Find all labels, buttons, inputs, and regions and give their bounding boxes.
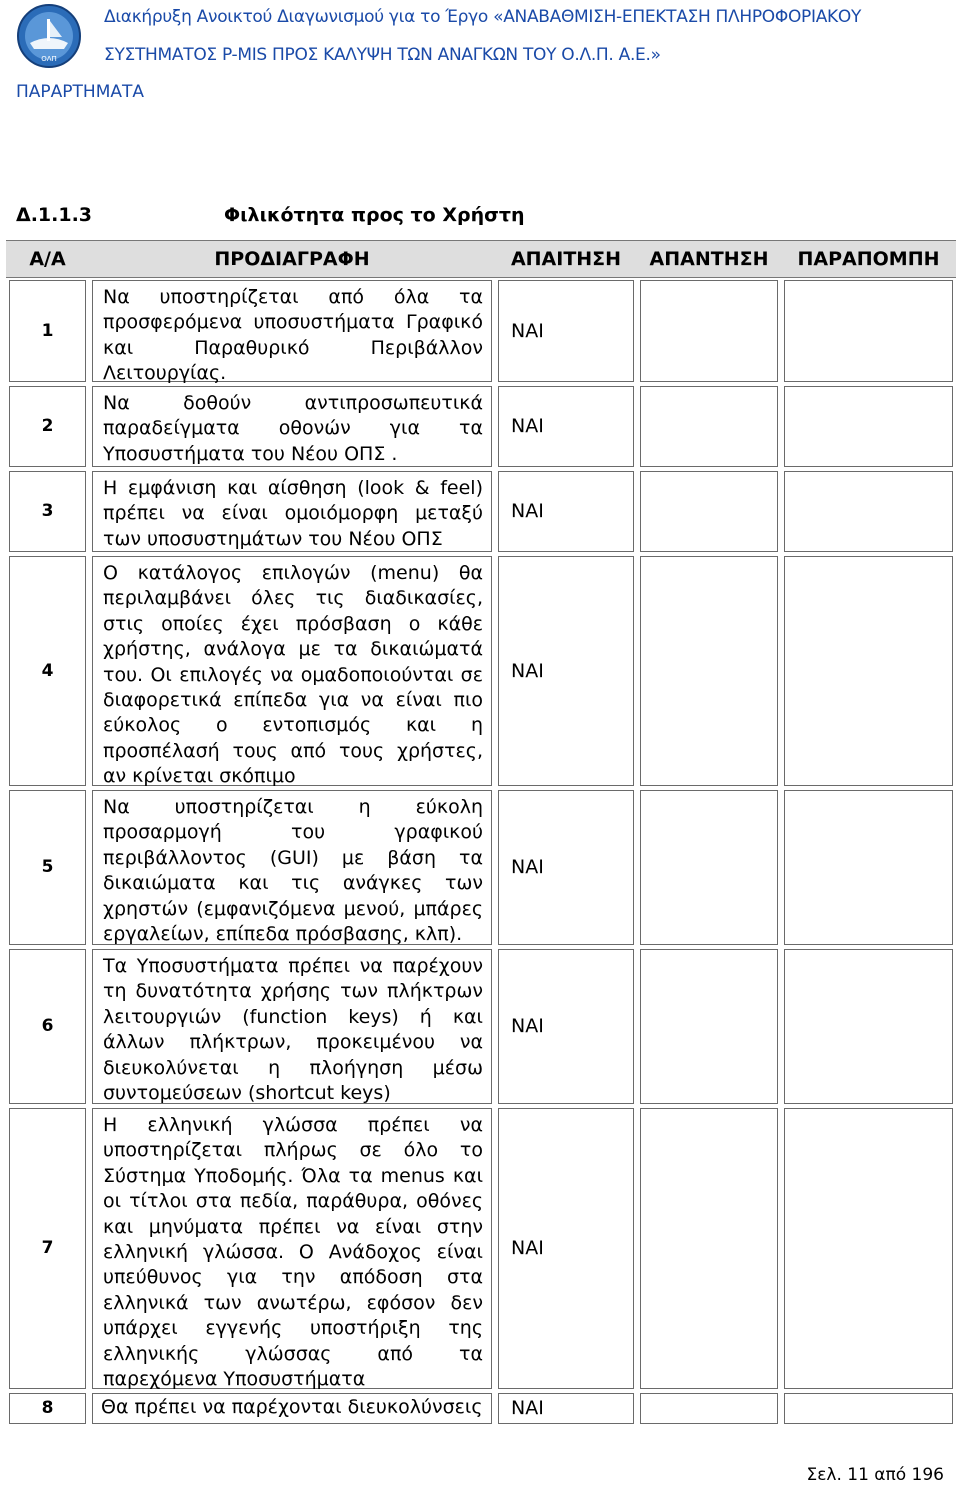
header-title-line2: ΣΥΣΤΗΜΑΤΟΣ P-MIS ΠΡΟΣ ΚΑΛΥΨΗ ΤΩΝ ΑΝΑΓΚΩΝ ΤΟΥ Ο.Λ.Π. Α.Ε.» xyxy=(104,45,661,65)
answer-cell[interactable] xyxy=(640,1393,778,1424)
olp-logo xyxy=(16,3,82,69)
row-number: 7 xyxy=(9,1108,86,1389)
requirement-value: ΝΑΙ xyxy=(498,1393,634,1424)
answer-cell[interactable] xyxy=(640,949,778,1104)
table-row xyxy=(6,384,956,469)
reference-cell[interactable] xyxy=(784,1393,953,1424)
reference-cell[interactable] xyxy=(784,790,953,945)
column-header-requirement: ΑΠΑΙΤΗΣΗ xyxy=(495,240,637,278)
requirement-value: ΝΑΙ xyxy=(498,790,634,945)
requirement-value: ΝΑΙ xyxy=(498,949,634,1104)
row-number: 6 xyxy=(9,949,86,1104)
requirement-value: ΝΑΙ xyxy=(498,556,634,786)
section-number: Δ.1.1.3 xyxy=(16,204,93,226)
requirement-value: ΝΑΙ xyxy=(498,280,634,382)
table-row xyxy=(6,554,956,788)
column-header-answer: ΑΠΑΝΤΗΣΗ xyxy=(637,240,781,278)
row-number: 4 xyxy=(9,556,86,786)
column-header-reference: ΠΑΡΑΠΟΜΠΗ xyxy=(781,240,956,278)
spec-table xyxy=(6,240,956,1426)
requirement-value: ΝΑΙ xyxy=(498,471,634,552)
reference-cell[interactable] xyxy=(784,471,953,552)
row-number: 5 xyxy=(9,790,86,945)
spec-text: Θα πρέπει να παρέχονται διευκολύνσεις xyxy=(92,1393,492,1424)
table-row xyxy=(6,1106,956,1391)
spec-text: Η ελληνική γλώσσα πρέπει να υποστηρίζεται πλήρως σε όλο το Σύστημα Υποδομής. Όλα τα menus και οι τίτλοι στα πεδία, παράθυρα, οθόνες και μηνύματα πρέπει να είναι στην ελληνική γλώσσα. Ο Ανάδοχος είναι υπεύθυνος για την απόδοση στα ελληνικά των ανωτέρω, εφόσον δεν υπάρχει εγγενής υποστήριξη της ελληνικής γλώσσας από τα παρεχόμενα Υποσυστήματα xyxy=(92,1108,492,1389)
answer-cell[interactable] xyxy=(640,790,778,945)
row-number: 8 xyxy=(9,1393,86,1424)
column-header-spec: ΠΡΟΔΙΑΓΡΑΦΗ xyxy=(89,240,495,278)
page-number: Σελ. 11 από 196 xyxy=(806,1465,944,1485)
requirement-value: ΝΑΙ xyxy=(498,1108,634,1389)
header-title-line1: Διακήρυξη Ανοικτού Διαγωνισμού για το Έργο «ΑΝΑΒΑΘΜΙΣΗ-ΕΠΕΚΤΑΣΗ ΠΛΗΡΟΦΟΡΙΑΚΟΥ xyxy=(104,7,862,27)
reference-cell[interactable] xyxy=(784,949,953,1104)
spec-text: Τα Υποσυστήματα πρέπει να παρέχουν τη δυνατότητα χρήσης των πλήκτρων λειτουργιών (function keys) ή και άλλων πλήκτρων, προκειμένου να διευκολύνεται η πλοήγηση μέσω συντομεύσεων (shortcut keys) xyxy=(92,949,492,1104)
table-row xyxy=(6,788,956,947)
reference-cell[interactable] xyxy=(784,1108,953,1389)
spec-text: Να δοθούν αντιπροσωπευτικά παραδείγματα οθονών για τα Υποσυστήματα του Νέου ΟΠΣ . xyxy=(92,386,492,467)
reference-cell[interactable] xyxy=(784,386,953,467)
table-row xyxy=(6,947,956,1106)
answer-cell[interactable] xyxy=(640,386,778,467)
answer-cell[interactable] xyxy=(640,556,778,786)
row-number: 2 xyxy=(9,386,86,467)
header-appendices-label: ΠΑΡΑΡΤΗΜΑΤΑ xyxy=(16,82,145,102)
column-header-aa: Α/Α xyxy=(6,240,89,278)
answer-cell[interactable] xyxy=(640,471,778,552)
answer-cell[interactable] xyxy=(640,280,778,382)
reference-cell[interactable] xyxy=(784,280,953,382)
spec-text: Ο κατάλογος επιλογών (menu) θα περιλαμβάνει όλες τις διαδικασίες, στις οποίες έχει πρόσβαση ο κάθε χρήστης, ανάλογα με τα δικαιώματά του. Οι επιλογές να ομαδοποιούνται σε διαφορετικά επίπεδα για να είναι πιο εύκολος ο εντοπισμός και η προσπέλασή τους από τους χρήστες, αν κρίνεται σκόπιμο xyxy=(92,556,492,786)
row-number: 1 xyxy=(9,280,86,382)
spec-text: Η εμφάνιση και αίσθηση (look & feel) πρέπει να είναι ομοιόμορφη μεταξύ των υποσυστημάτων του Νέου ΟΠΣ xyxy=(92,471,492,552)
table-row xyxy=(6,278,956,384)
requirement-value: ΝΑΙ xyxy=(498,386,634,467)
row-number: 3 xyxy=(9,471,86,552)
spec-text: Να υποστηρίζεται η εύκολη προσαρμογή του γραφικού περιβάλλοντος (GUI) με βάση τα δικαιώματα και τις ανάγκες των χρηστών (εμφανιζόμενα μενού, μπάρες εργαλείων, επίπεδα πρόσβασης, κλπ). xyxy=(92,790,492,945)
answer-cell[interactable] xyxy=(640,1108,778,1389)
reference-cell[interactable] xyxy=(784,556,953,786)
logo-lettering: ΟΛΠ xyxy=(41,55,57,63)
table-row xyxy=(6,1391,956,1426)
spec-text: Να υποστηρίζεται από όλα τα προσφερόμενα υποσυστήματα Γραφικό και Παραθυρικό Περιβάλλον Λειτουργίας. xyxy=(92,280,492,382)
section-title: Φιλικότητα προς το Χρήστη xyxy=(224,204,525,226)
table-header-row xyxy=(6,240,956,278)
table-row xyxy=(6,469,956,554)
